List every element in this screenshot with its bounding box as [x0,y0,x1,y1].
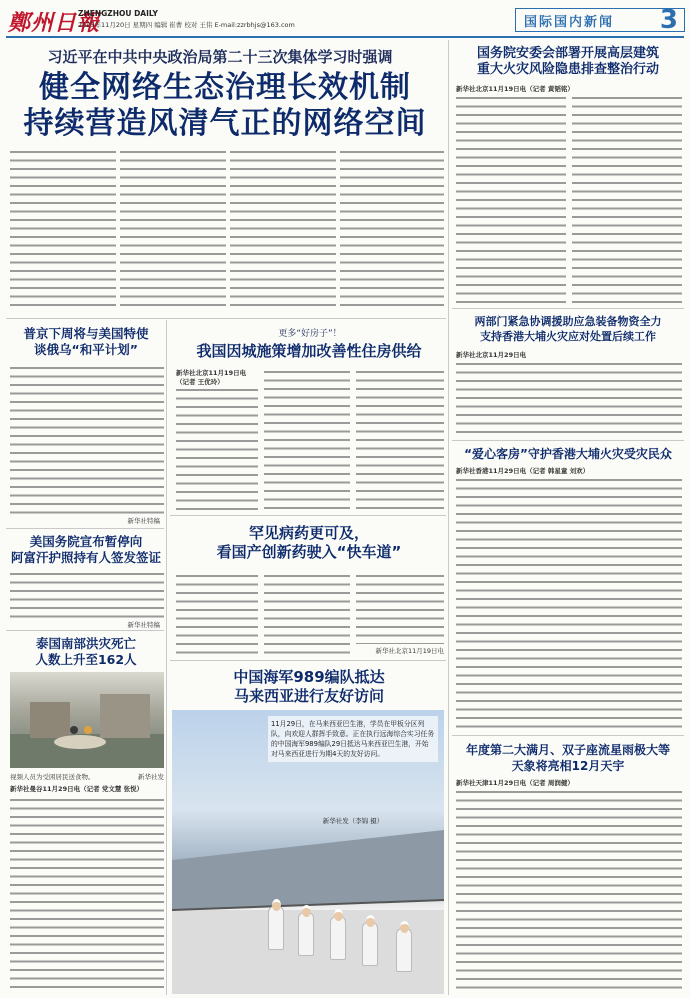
fire-safety-body-col2 [572,94,682,304]
fire-safety-headline-line1: 国务院安委会部署开展高层建筑 [476,46,659,61]
sailor-figure [362,922,378,966]
thailand-flood-photo-art [10,672,164,768]
emergency-body [456,360,682,436]
thailand-photo-caption: 视频人员为受困居民送食物。 [10,773,95,781]
raredisease-body-col1 [176,572,258,656]
weather-byline: 新华社天津11月29日电（记者 周润健） [456,779,574,787]
weather-headline-line1: 年度第二大满月、双子座流星雨极大等 [465,743,670,757]
navy-photo-caption: 11月29日，在马来西亚巴生港，学员在甲板分区列队，向欢迎人群挥手致意。正在执行远海综合实习任务的中国海军989编队29日抵达马来西亚巴生港，开始对马来西亚进行为期4天的友好访问。 [268,716,438,762]
section-divider [452,308,684,309]
ukraine-headline-line1: 普京下周将与美国特使 [23,326,149,341]
sailor-figure [298,912,314,956]
raredisease-body-col3 [356,572,444,644]
fire-safety-headline-line2: 重大火灾风险隐患排查整治行动 [476,62,659,77]
section-divider [6,318,446,319]
lead-body-col1 [10,148,116,312]
visa-headline-line2: 阿富汗护照持有人签发签证 [10,550,161,565]
emergency-headline-line2: 支持香港大埔火灾应对处置后续工作 [480,330,656,343]
navy-headline-line1: 中国海军989编队抵达 [233,668,385,686]
lead-headline[interactable] [10,70,440,142]
fire-safety-byline: 新华社北京11月19日电（记者 黄韬铭） [456,85,574,93]
emergency-byline: 新华社北京11月29日电 [456,351,527,359]
weather-headline[interactable] [452,742,684,774]
section-divider [170,515,446,516]
hongkong-body [456,476,682,730]
fire-safety-body-col1 [456,94,566,304]
housing-headline[interactable]: 我国因城施策增加改善性住房供给 [196,342,422,360]
section-divider [170,660,446,661]
raredisease-headline[interactable] [172,524,446,562]
housing-kicker: 更多“好房子”！ [278,329,342,339]
thailand-headline-line2: 人数上升至162人 [35,652,137,667]
weather-headline-line2: 天象将亮相12月天宇 [511,759,625,773]
thailand-flood-photo [10,672,164,768]
lead-body-col2 [120,148,226,312]
page-number: 3 [659,5,678,35]
thailand-headline[interactable] [8,636,164,668]
section-divider [452,440,684,441]
sailor-figure [396,928,412,972]
housing-byline: 新华社北京11月19日电（记者 王优玲） [176,369,247,386]
thailand-photo-credit: 新华社发 [138,773,164,781]
column-divider [166,320,167,995]
newspaper-logo: 鄭州日報 [8,10,101,36]
lead-body-col4 [340,148,444,312]
thailand-byline: 新华社曼谷11月29日电（记者 党文慧 张悦） [10,785,144,793]
fire-safety-headline[interactable] [452,46,684,78]
section-divider [6,528,164,529]
section-divider [6,630,164,631]
navy-photo [172,710,444,994]
visa-headline-line1: 美国务院宣布暂停向 [29,534,143,549]
raredisease-headline-line1: 罕见病药更可及， [248,524,369,542]
ukraine-byline: 新华社特稿 [127,517,160,525]
navy-headline-line2: 马来西亚进行友好访问 [233,687,384,705]
housing-body-col1 [176,386,258,510]
visa-byline: 新华社特稿 [127,621,160,629]
lead-kicker: 习近平在中共中央政治局第二十三次集体学习时强调 [47,48,393,66]
ukraine-body [10,364,164,514]
housing-body-col2 [264,368,350,510]
navy-headline[interactable] [172,668,446,706]
lead-body-col3 [230,148,336,312]
issue-info: 2025年11月20日 星期四 编辑 崔曹 校对 王伟 E-mail:zzrbhjs@163.com [78,21,295,29]
weather-body [456,788,682,992]
housing-body-col3 [356,368,444,510]
section-name: 国际国内新闻 [524,14,615,30]
emergency-headline-line1: 两部门紧急协调援助应急装备物资全力 [474,315,662,328]
lead-headline-line1: 健全网络生态治理长效机制 [39,70,411,105]
sailor-figure [268,906,284,950]
thailand-body [10,796,164,992]
thailand-headline-line1: 泰国南部洪灾死亡 [35,636,136,651]
ukraine-headline[interactable] [8,326,164,358]
visa-body [10,570,164,618]
raredisease-headline-line2: 看国产创新药驶入“快车道” [216,543,402,561]
section-divider [452,735,684,736]
header-rule [6,36,684,38]
raredisease-byline: 新华社北京11月19日电 [375,647,444,655]
navy-photo-credit: 新华社发（李锦 摄） [322,817,384,825]
hongkong-byline: 新华社香港11月29日电（记者 韩星童 刘欢） [456,467,590,475]
ukraine-headline-line2: 谈俄乌“和平计划” [34,342,138,357]
raredisease-body-col2 [264,572,350,656]
column-divider [448,40,449,995]
section-header [515,5,685,35]
sailor-figure [330,916,346,960]
newspaper-english-name: ZHENGZHOU DAILY [78,9,158,18]
hongkong-headline[interactable]: “爱心客房”守护香港大埔火灾受灾民众 [464,447,672,461]
lead-headline-line2: 持续营造风清气正的网络空间 [23,106,427,141]
visa-headline[interactable] [8,534,164,566]
emergency-headline[interactable] [452,314,684,344]
